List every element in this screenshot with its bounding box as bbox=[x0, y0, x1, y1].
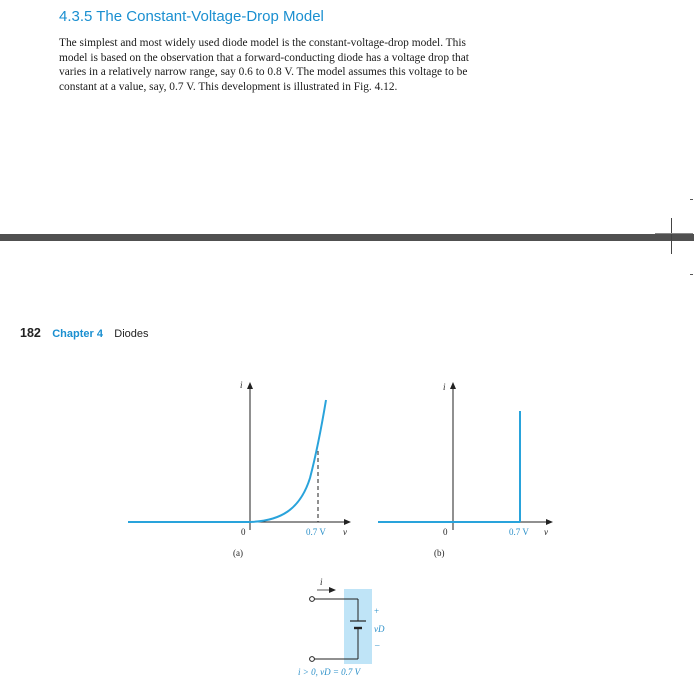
paragraph-line-2: model is based on the observation that a forward-conducting diode has a voltage drop that bbox=[59, 51, 469, 64]
graph-a-origin-label: 0 bbox=[241, 527, 246, 537]
paragraph-line-1: The simplest and most widely used diode model is the constant-voltage-drop model. This bbox=[59, 37, 466, 49]
graph-b-x-label: v bbox=[544, 527, 548, 537]
paragraph-line-3: varies in a relatively narrow range, say 0.6 to 0.8 V. The model assumes this voltage to be bbox=[59, 66, 468, 78]
graph-a-caption: (a) bbox=[233, 548, 243, 558]
chapter-name: Diodes bbox=[114, 328, 149, 340]
graph-b bbox=[378, 382, 552, 558]
circuit-condition: i > 0, vD = 0.7 V bbox=[298, 667, 361, 677]
graph-a-x-label: v bbox=[343, 527, 347, 537]
chapter-label: Chapter 4 bbox=[52, 328, 103, 340]
graph-a bbox=[128, 380, 350, 558]
circuit-model bbox=[298, 577, 385, 677]
graph-b-origin-label: 0 bbox=[443, 527, 448, 537]
circuit-bottom-terminal bbox=[310, 657, 315, 662]
graph-b-tick-label: 0.7 V bbox=[509, 527, 529, 537]
paragraph-line-4: constant at a value, say, 0.7 V. This development is illustrated in Fig. 4.12. bbox=[59, 80, 398, 93]
circuit-top-terminal bbox=[310, 597, 315, 602]
section-heading: 4.3.5 The Constant-Voltage-Drop Model bbox=[59, 8, 324, 25]
graph-b-caption: (b) bbox=[434, 548, 445, 558]
graph-a-exponential-curve bbox=[250, 400, 326, 522]
page-number: 182 bbox=[20, 326, 41, 340]
graph-b-y-label: i bbox=[443, 382, 446, 392]
circuit-minus-sign: – bbox=[375, 640, 380, 650]
graph-a-tick-label: 0.7 V bbox=[306, 527, 326, 537]
circuit-current-label: i bbox=[320, 577, 323, 587]
graph-a-y-label: i bbox=[240, 380, 243, 390]
circuit-plus-sign: + bbox=[374, 606, 380, 616]
circuit-voltage-label: vD bbox=[374, 624, 385, 634]
